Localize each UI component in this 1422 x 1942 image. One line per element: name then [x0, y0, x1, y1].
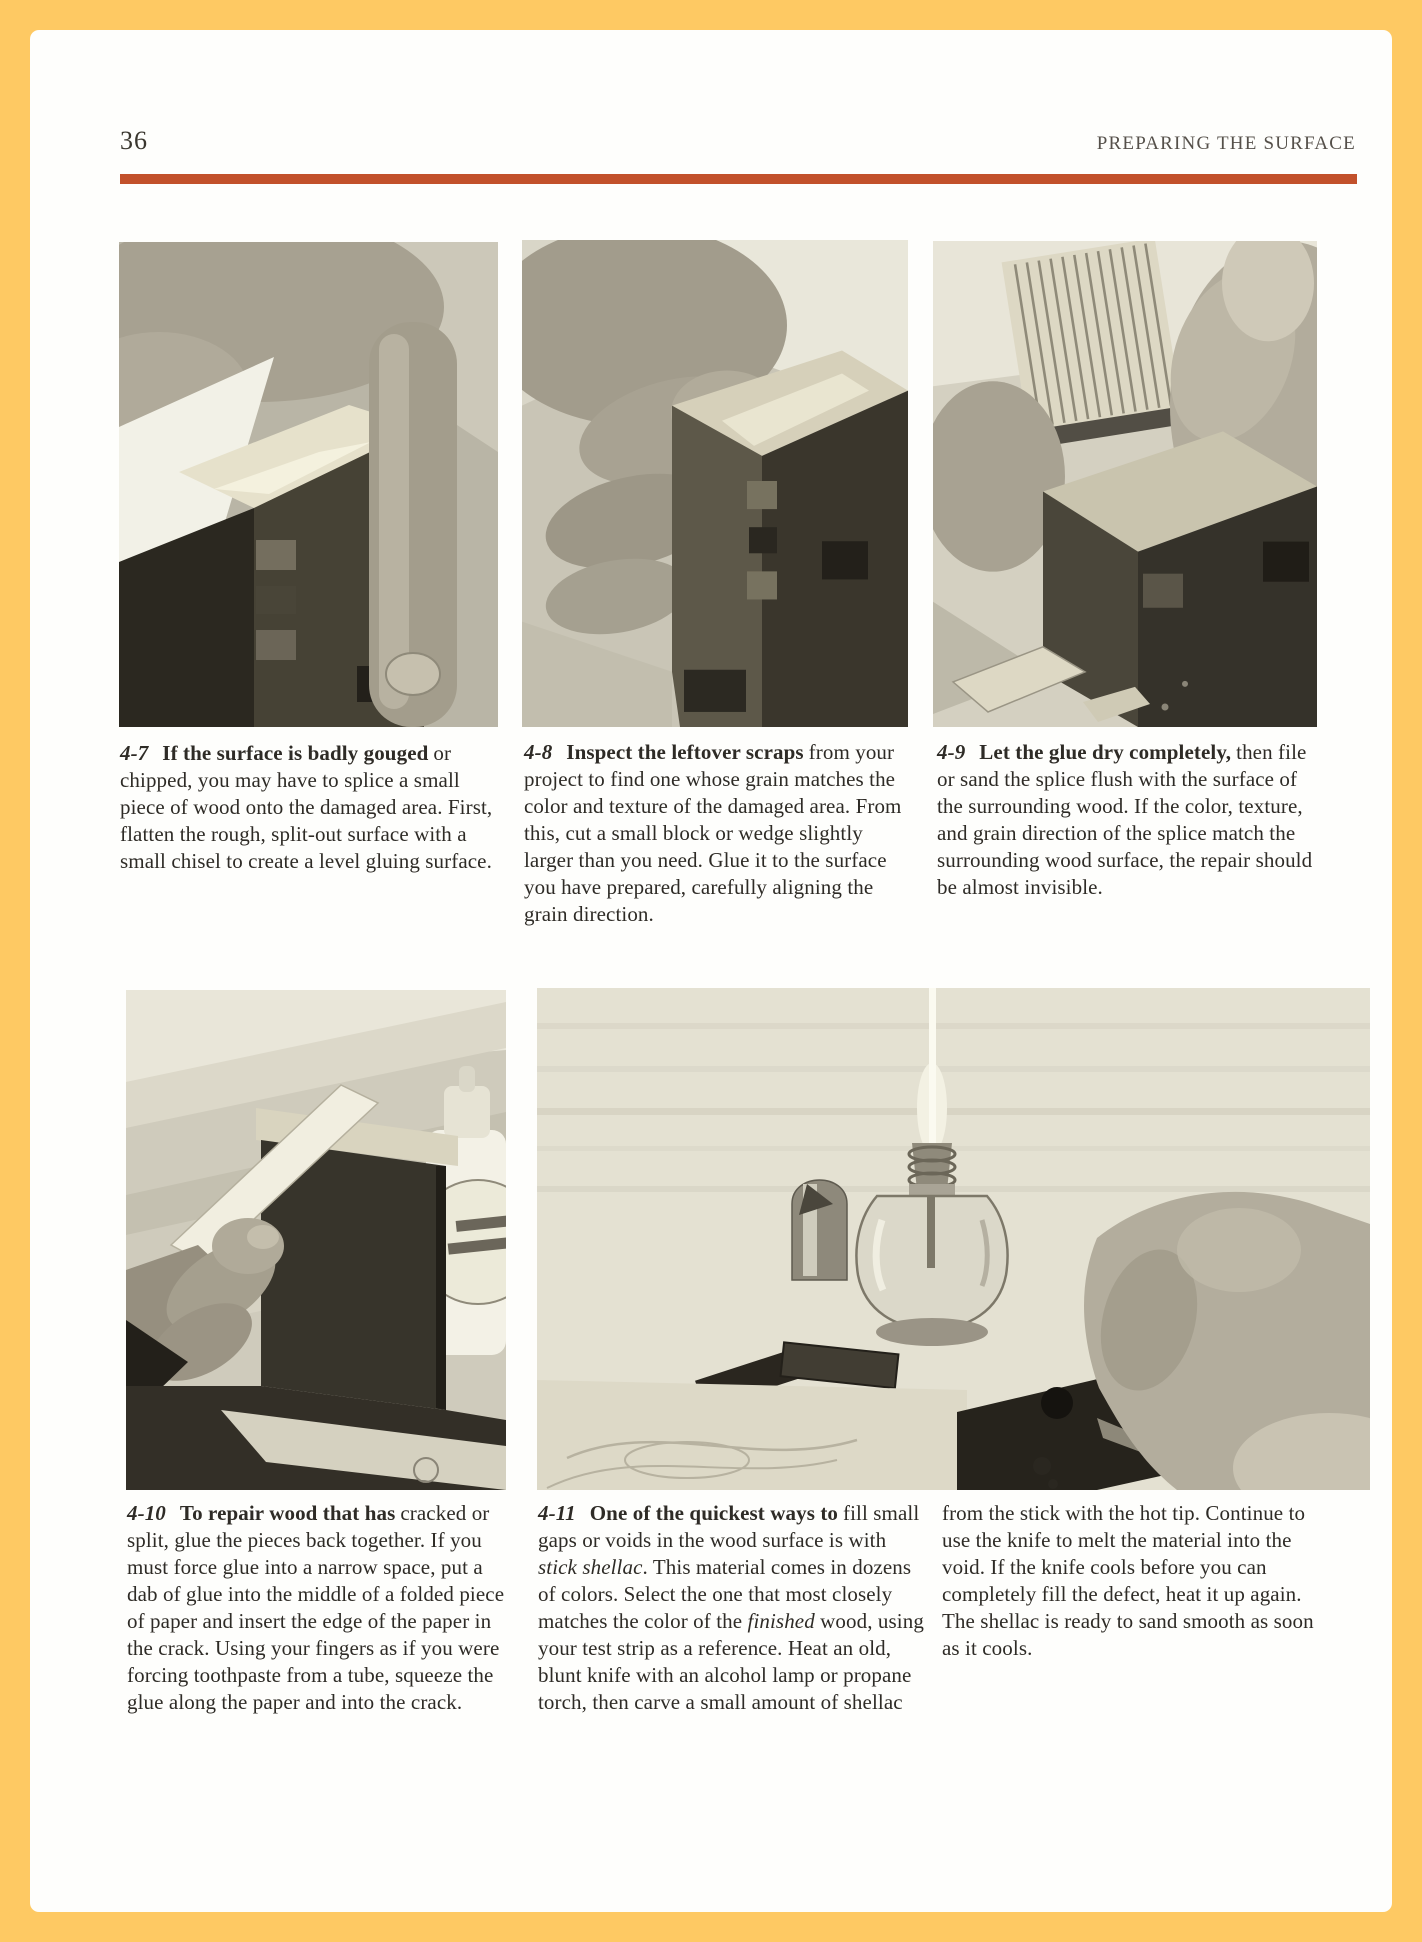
fingernail — [247, 1225, 279, 1249]
joint-notch — [256, 540, 296, 570]
photo-4-10-illustration — [126, 990, 506, 1490]
running-head: PREPARING THE SURFACE — [1096, 133, 1356, 154]
figure-number: 4-8 — [524, 740, 553, 764]
figure-lead: To repair wood that has — [179, 1501, 396, 1525]
joint-notch — [1263, 542, 1309, 582]
caption-4-11 — [538, 1500, 930, 1716]
figure-body-italic: stick shellac — [538, 1555, 643, 1579]
figure-body: . This material comes in dozens of colors. Select the one that most closely matches the color of the — [538, 1555, 912, 1633]
photo-4-9 — [933, 241, 1317, 727]
photo-4-9-illustration — [933, 241, 1317, 727]
figure-body: cracked or split, glue the pieces back together. If you must force glue into a narrow space, put a dab of glue into the middle of a folded piece of paper and insert the edge of the paper in the crack. Using your fingers as if you were forcing toothpaste from a tube, squeeze the glue along the paper and into the crack. — [127, 1501, 505, 1714]
joint-notch — [747, 481, 777, 509]
figure-number: 4-9 — [937, 740, 966, 764]
lamp-base — [876, 1318, 988, 1346]
figure-body: then file or sand the splice flush with the surface of the surrounding wood. If the color, texture, and grain direction of the splice match the surrounding wood surface, the repair should be almost invisible. — [937, 740, 1313, 899]
figure-lead: Inspect the leftover scraps — [566, 740, 804, 764]
caption-4-8 — [524, 739, 916, 928]
photo-4-11 — [537, 988, 1370, 1490]
figure-body-italic: finished — [747, 1609, 815, 1633]
page-number: 36 — [120, 126, 148, 155]
fingernail — [386, 653, 440, 695]
photo-4-10 — [126, 990, 506, 1490]
wick-holder — [912, 1143, 952, 1190]
figure-number: 4-7 — [120, 741, 149, 765]
figure-lead: Let the glue dry completely, — [979, 740, 1232, 764]
header-rule — [120, 174, 1357, 184]
photo-4-11-illustration — [537, 988, 1370, 1490]
bottle-tip — [459, 1066, 475, 1092]
caption-4-10 — [127, 1500, 513, 1716]
photo-4-7-illustration — [119, 242, 498, 727]
figure-number: 4-11 — [538, 1501, 576, 1525]
figure-body: wood, using your test strip as a reference. Heat an old, blunt knife with an alcohol lamp or propane torch, then carve a small amount of shellac — [538, 1609, 924, 1714]
figure-body: from your project to find one whose grain matches the color and texture of the damaged area. From this, cut a small block or wedge slightly larger than you need. Glue it to the surface you have prepared, carefully aligning the grain direction. — [524, 740, 902, 926]
melted-shellac — [1041, 1387, 1073, 1419]
plywood-sheet — [537, 1380, 967, 1490]
figure-number: 4-10 — [127, 1501, 166, 1525]
figure-lead: One of the quickest ways to — [589, 1501, 839, 1525]
figure-body: or chipped, you may have to splice a small piece of wood onto the damaged area. First, flatten the rough, split-out surface with a small chisel to create a level gluing surface. — [120, 741, 493, 873]
photo-4-7 — [119, 242, 498, 727]
wick — [927, 1196, 935, 1268]
caption-4-11-continuation: from the stick with the hot tip. Continue to use the knife to melt the material into the void. If the knife cools before you can completely fill the defect, heat it up again. The shellac is ready to sand smooth as soon as it cools. — [942, 1501, 1314, 1660]
flame — [929, 988, 936, 1143]
photo-4-8 — [522, 240, 908, 727]
photo-4-8-illustration — [522, 240, 908, 727]
caption-4-9 — [937, 739, 1323, 901]
table-grain — [537, 1023, 1370, 1029]
caption-4-7 — [120, 740, 504, 875]
figure-body: fill small gaps or voids in the wood surface is with — [538, 1501, 920, 1552]
figure-lead: If the surface is badly gouged — [162, 741, 429, 765]
